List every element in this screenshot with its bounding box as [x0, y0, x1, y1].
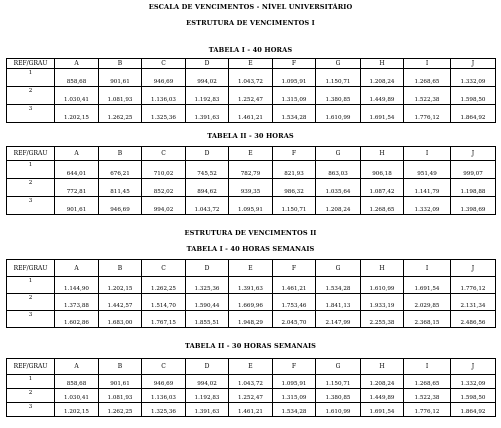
value-cell: 1.522,38 — [404, 87, 451, 105]
header-grade-c: C — [142, 147, 186, 161]
header-grade-i: I — [404, 260, 451, 277]
value-cell: 901,61 — [99, 375, 142, 389]
header-grade-b: B — [99, 59, 142, 69]
header-grade-d: D — [186, 59, 229, 69]
value-cell: 946,69 — [142, 69, 186, 87]
ref-cell: 3 — [7, 197, 55, 215]
header-grade-f: F — [273, 260, 316, 277]
value-cell: 1.252,47 — [229, 389, 273, 403]
value-cell: 1.315,09 — [273, 389, 316, 403]
table-3-title: TABELA I - 40 HORAS SEMANAIS — [186, 245, 315, 253]
value-cell: 1.380,85 — [316, 87, 361, 105]
header-grade-e: E — [229, 59, 273, 69]
value-cell: 1.598,50 — [451, 87, 496, 105]
header-grade-i: I — [404, 359, 451, 375]
header-grade-b: B — [99, 359, 142, 375]
value-cell: 1.095,91 — [273, 69, 316, 87]
value-cell: 1.461,21 — [229, 403, 273, 417]
value-cell: 1.522,38 — [404, 389, 451, 403]
salary-table-2 — [6, 146, 496, 215]
value-cell: 1.391,63 — [229, 277, 273, 294]
value-cell: 1.332,09 — [451, 69, 496, 87]
value-cell: 1.081,93 — [99, 389, 142, 403]
value-cell: 1.192,83 — [186, 389, 229, 403]
value-cell: 1.332,09 — [404, 197, 451, 215]
header-ref-grau: REF/GRAU — [7, 147, 55, 161]
header-grade-j: J — [451, 359, 496, 375]
table-header-row — [7, 260, 496, 277]
header-grade-h: H — [361, 59, 404, 69]
value-cell: 1.864,92 — [451, 403, 496, 417]
value-cell: 1.841,13 — [316, 294, 361, 311]
value-cell: 1.391,63 — [186, 105, 229, 123]
table-header-row — [7, 59, 496, 69]
value-cell: 1.315,09 — [273, 87, 316, 105]
value-cell: 994,02 — [186, 375, 229, 389]
value-cell: 1.150,71 — [316, 375, 361, 389]
value-cell: 894,62 — [186, 179, 229, 197]
value-cell: 1.855,51 — [186, 311, 229, 328]
value-cell: 1.208,24 — [361, 69, 404, 87]
value-cell: 999,07 — [451, 161, 496, 179]
value-cell: 1.087,42 — [361, 179, 404, 197]
header-grade-h: H — [361, 147, 404, 161]
header-grade-e: E — [229, 260, 273, 277]
value-cell: 1.095,91 — [273, 375, 316, 389]
value-cell: 1.198,88 — [451, 179, 496, 197]
value-cell: 1.208,24 — [316, 197, 361, 215]
table-row — [7, 87, 496, 105]
value-cell: 1.262,25 — [99, 105, 142, 123]
value-cell: 901,61 — [99, 69, 142, 87]
structure-heading-2: ESTRUTURA DE VENCIMENTOS II — [184, 229, 317, 237]
value-cell: 1.136,03 — [142, 87, 186, 105]
ref-cell: 3 — [7, 105, 55, 123]
header-grade-a: A — [55, 147, 99, 161]
header-grade-i: I — [404, 147, 451, 161]
value-cell: 1.035,64 — [316, 179, 361, 197]
value-cell: 1.449,89 — [361, 87, 404, 105]
page-title: ESCALA DE VENCIMENTOS - NÍVEL UNIVERSITÁRIO — [148, 3, 353, 11]
value-cell: 1.136,03 — [142, 389, 186, 403]
value-cell: 1.691,54 — [404, 277, 451, 294]
value-cell: 1.691,54 — [361, 403, 404, 417]
value-cell: 1.141,79 — [404, 179, 451, 197]
header-grade-h: H — [361, 359, 404, 375]
value-cell: 1.767,15 — [142, 311, 186, 328]
value-cell: 1.461,21 — [273, 277, 316, 294]
salary-table-3 — [6, 259, 496, 328]
value-cell: 1.610,99 — [316, 105, 361, 123]
value-cell: 2.486,56 — [451, 311, 496, 328]
value-cell: 2.147,99 — [316, 311, 361, 328]
ref-cell: 1 — [7, 161, 55, 179]
table-row — [7, 179, 496, 197]
table-row — [7, 277, 496, 294]
value-cell: 1.043,72 — [229, 69, 273, 87]
value-cell: 1.202,15 — [55, 403, 99, 417]
value-cell: 1.202,15 — [99, 277, 142, 294]
ref-cell: 2 — [7, 87, 55, 105]
value-cell: 1.461,21 — [229, 105, 273, 123]
value-cell: 644,01 — [55, 161, 99, 179]
header-grade-g: G — [316, 147, 361, 161]
ref-cell: 2 — [7, 389, 55, 403]
value-cell: 1.610,99 — [361, 277, 404, 294]
header-grade-f: F — [273, 147, 316, 161]
value-cell: 676,21 — [99, 161, 142, 179]
value-cell: 1.332,09 — [451, 375, 496, 389]
value-cell: 2.368,15 — [404, 311, 451, 328]
value-cell: 1.683,00 — [99, 311, 142, 328]
ref-cell: 3 — [7, 403, 55, 417]
header-grade-c: C — [142, 260, 186, 277]
value-cell: 1.534,28 — [316, 277, 361, 294]
value-cell: 1.030,41 — [55, 389, 99, 403]
table-4-title: TABELA II - 30 HORAS SEMANAIS — [185, 342, 316, 350]
header-grade-f: F — [273, 359, 316, 375]
value-cell: 1.691,54 — [361, 105, 404, 123]
value-cell: 1.598,50 — [451, 389, 496, 403]
header-ref-grau: REF/GRAU — [7, 260, 55, 277]
table-row — [7, 403, 496, 417]
value-cell: 1.252,47 — [229, 87, 273, 105]
value-cell: 1.144,90 — [55, 277, 99, 294]
value-cell: 1.262,25 — [99, 403, 142, 417]
salary-table-1 — [6, 58, 496, 123]
value-cell: 1.590,44 — [186, 294, 229, 311]
table-row — [7, 69, 496, 87]
header-grade-g: G — [316, 59, 361, 69]
value-cell: 1.208,24 — [361, 375, 404, 389]
value-cell: 1.449,89 — [361, 389, 404, 403]
header-grade-a: A — [55, 359, 99, 375]
value-cell: 1.380,85 — [316, 389, 361, 403]
value-cell: 858,68 — [55, 69, 99, 87]
ref-cell: 1 — [7, 69, 55, 87]
value-cell: 2.029,85 — [404, 294, 451, 311]
header-grade-d: D — [186, 359, 229, 375]
value-cell: 1.325,36 — [142, 105, 186, 123]
table-row — [7, 161, 496, 179]
value-cell: 1.514,70 — [142, 294, 186, 311]
value-cell: 745,52 — [186, 161, 229, 179]
ref-cell: 1 — [7, 277, 55, 294]
value-cell: 1.864,92 — [451, 105, 496, 123]
table-1-title: TABELA I - 40 HORAS — [208, 46, 293, 54]
table-header-row — [7, 147, 496, 161]
value-cell: 852,02 — [142, 179, 186, 197]
value-cell: 772,81 — [55, 179, 99, 197]
value-cell: 901,61 — [55, 197, 99, 215]
header-grade-f: F — [273, 59, 316, 69]
header-grade-j: J — [451, 59, 496, 69]
value-cell: 2.045,70 — [273, 311, 316, 328]
value-cell: 946,69 — [142, 375, 186, 389]
header-ref-grau: REF/GRAU — [7, 59, 55, 69]
value-cell: 1.095,91 — [229, 197, 273, 215]
table-2-title: TABELA II - 30 HORAS — [207, 132, 294, 140]
header-grade-c: C — [142, 59, 186, 69]
structure-heading-1: ESTRUTURA DE VENCIMENTOS I — [186, 19, 315, 27]
header-grade-g: G — [316, 359, 361, 375]
value-cell: 1.043,72 — [186, 197, 229, 215]
header-grade-g: G — [316, 260, 361, 277]
value-cell: 946,69 — [99, 197, 142, 215]
value-cell: 1.948,29 — [229, 311, 273, 328]
value-cell: 1.268,65 — [361, 197, 404, 215]
value-cell: 1.043,72 — [229, 375, 273, 389]
value-cell: 1.602,86 — [55, 311, 99, 328]
value-cell: 1.262,25 — [142, 277, 186, 294]
header-grade-b: B — [99, 260, 142, 277]
value-cell: 858,68 — [55, 375, 99, 389]
value-cell: 1.776,12 — [404, 403, 451, 417]
header-ref-grau: REF/GRAU — [7, 359, 55, 375]
header-grade-e: E — [229, 359, 273, 375]
value-cell: 863,03 — [316, 161, 361, 179]
value-cell: 1.081,93 — [99, 87, 142, 105]
table-header-row — [7, 359, 496, 375]
header-grade-d: D — [186, 147, 229, 161]
value-cell: 1.442,57 — [99, 294, 142, 311]
value-cell: 1.391,63 — [186, 403, 229, 417]
value-cell: 906,18 — [361, 161, 404, 179]
value-cell: 1.933,19 — [361, 294, 404, 311]
table-row — [7, 294, 496, 311]
table-row — [7, 197, 496, 215]
value-cell: 1.268,65 — [404, 69, 451, 87]
value-cell: 1.534,28 — [273, 105, 316, 123]
value-cell: 1.150,71 — [273, 197, 316, 215]
salary-table-4 — [6, 358, 496, 417]
header-grade-b: B — [99, 147, 142, 161]
value-cell: 821,93 — [273, 161, 316, 179]
value-cell: 2.131,34 — [451, 294, 496, 311]
value-cell: 2.255,38 — [361, 311, 404, 328]
header-grade-a: A — [55, 59, 99, 69]
value-cell: 1.030,41 — [55, 87, 99, 105]
value-cell: 1.534,28 — [273, 403, 316, 417]
value-cell: 951,49 — [404, 161, 451, 179]
header-grade-h: H — [361, 260, 404, 277]
value-cell: 1.753,46 — [273, 294, 316, 311]
value-cell: 1.373,88 — [55, 294, 99, 311]
header-grade-c: C — [142, 359, 186, 375]
value-cell: 1.610,99 — [316, 403, 361, 417]
header-grade-d: D — [186, 260, 229, 277]
value-cell: 986,32 — [273, 179, 316, 197]
value-cell: 811,45 — [99, 179, 142, 197]
header-grade-j: J — [451, 260, 496, 277]
value-cell: 1.268,65 — [404, 375, 451, 389]
value-cell: 1.202,15 — [55, 105, 99, 123]
value-cell: 710,02 — [142, 161, 186, 179]
table-row — [7, 375, 496, 389]
value-cell: 1.325,36 — [142, 403, 186, 417]
value-cell: 1.325,36 — [186, 277, 229, 294]
value-cell: 1.398,69 — [451, 197, 496, 215]
header-grade-j: J — [451, 147, 496, 161]
table-row — [7, 311, 496, 328]
table-row — [7, 105, 496, 123]
value-cell: 782,79 — [229, 161, 273, 179]
ref-cell: 3 — [7, 311, 55, 328]
value-cell: 939,35 — [229, 179, 273, 197]
header-grade-a: A — [55, 260, 99, 277]
table-row — [7, 389, 496, 403]
ref-cell: 1 — [7, 375, 55, 389]
value-cell: 1.150,71 — [316, 69, 361, 87]
ref-cell: 2 — [7, 179, 55, 197]
value-cell: 1.192,83 — [186, 87, 229, 105]
header-grade-e: E — [229, 147, 273, 161]
ref-cell: 2 — [7, 294, 55, 311]
value-cell: 1.776,12 — [404, 105, 451, 123]
value-cell: 1.669,96 — [229, 294, 273, 311]
value-cell: 1.776,12 — [451, 277, 496, 294]
header-grade-i: I — [404, 59, 451, 69]
value-cell: 994,02 — [142, 197, 186, 215]
value-cell: 994,02 — [186, 69, 229, 87]
